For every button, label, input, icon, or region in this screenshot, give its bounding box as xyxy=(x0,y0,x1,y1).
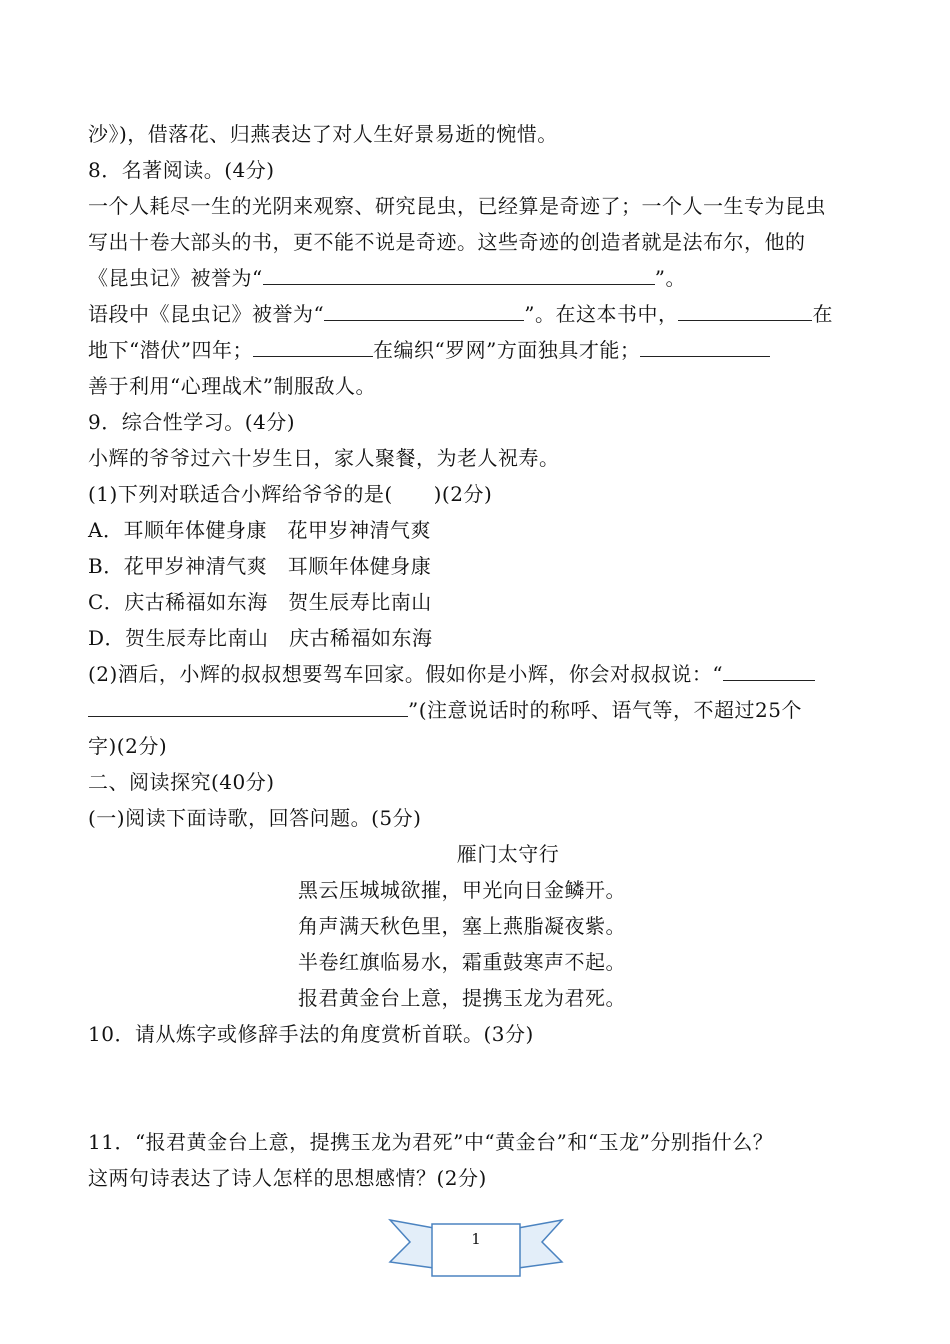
answer-blank[interactable] xyxy=(723,658,815,681)
answer-blank[interactable] xyxy=(324,298,524,321)
text-line: 善于利用“心理战术”制服敌人。 xyxy=(88,374,376,398)
text-line: 这两句诗表达了诗人怎样的思想感情？(2分) xyxy=(88,1166,487,1190)
text-fragment: 《昆虫记》被誉为“ xyxy=(88,266,263,290)
text-line xyxy=(88,692,868,728)
answer-blank[interactable] xyxy=(263,262,655,285)
text-fragment: 在编织“罗网”方面独具才能； xyxy=(372,338,641,362)
answer-blank[interactable] xyxy=(678,298,812,321)
text-fragment: 地下“潜伏”四年； xyxy=(88,338,253,362)
page-number: 1 xyxy=(471,1230,481,1248)
question-8-title: 8．名著阅读。(4分) xyxy=(88,158,275,182)
text-fragment: ”。 xyxy=(654,266,686,290)
text-line: 字)(2分) xyxy=(88,734,168,758)
text-line xyxy=(88,296,868,332)
document-page xyxy=(88,116,868,1196)
poem-line: 半卷红旗临易水，霜重鼓寒声不起。 xyxy=(298,950,626,974)
text-line: 小辉的爷爷过六十岁生日，家人聚餐，为老人祝寿。 xyxy=(88,446,560,470)
page-number-ribbon xyxy=(388,1202,564,1282)
question-10: 10．请从炼字或修辞手法的角度赏析首联。(3分) xyxy=(88,1022,534,1046)
option-c[interactable]: C．庆古稀福如东海 贺生辰寿比南山 xyxy=(88,590,432,614)
option-d[interactable]: D．贺生辰寿比南山 庆古稀福如东海 xyxy=(88,626,433,650)
text-line xyxy=(88,260,868,296)
text-line xyxy=(88,332,868,368)
answer-blank[interactable] xyxy=(640,334,770,357)
question-9-title: 9．综合性学习。(4分) xyxy=(88,410,296,434)
answer-space[interactable] xyxy=(88,1052,868,1124)
question-11: 11．“报君黄金台上意，提携玉龙为君死”中“黄金台”和“玉龙”分别指什么？ xyxy=(88,1130,774,1154)
option-a[interactable]: A．耳顺年体健身康 花甲岁神清气爽 xyxy=(88,518,431,542)
section-2-heading: 二、阅读探究(40分) xyxy=(88,770,275,794)
poem-line: 角声满天秋色里，塞上燕脂凝夜紫。 xyxy=(298,914,626,938)
text-line: 沙》)，借落花、归燕表达了对人生好景易逝的惋惜。 xyxy=(88,122,558,146)
answer-blank[interactable] xyxy=(253,334,373,357)
text-fragment: (2)酒后，小辉的叔叔想要驾车回家。假如你是小辉，你会对叔叔说：“ xyxy=(88,662,724,686)
poem-line: 报君黄金台上意，提携玉龙为君死。 xyxy=(298,986,626,1010)
text-fragment: 在 xyxy=(812,302,833,326)
question-9-1: (1)下列对联适合小辉给爷爷的是( )(2分) xyxy=(88,482,493,506)
answer-blank[interactable] xyxy=(88,694,408,717)
option-b[interactable]: B．花甲岁神清气爽 耳顺年体健身康 xyxy=(88,554,432,578)
text-fragment: ”。在这本书中， xyxy=(524,302,679,326)
text-fragment: 语段中《昆虫记》被誉为“ xyxy=(88,302,325,326)
text-line: 一个人耗尽一生的光阴来观察、研究昆虫，已经算是奇迹了；一个人一生专为昆虫 xyxy=(88,194,826,218)
poem-title: 雁门太守行 xyxy=(456,842,560,866)
part-1-heading: (一)阅读下面诗歌，回答问题。(5分) xyxy=(88,806,422,830)
text-line xyxy=(88,656,868,692)
poem-line: 黑云压城城欲摧，甲光向日金鳞开。 xyxy=(298,878,626,902)
text-line: 写出十卷大部头的书，更不能不说是奇迹。这些奇迹的创造者就是法布尔，他的 xyxy=(88,230,806,254)
text-fragment: ”(注意说话时的称呼、语气等，不超过25个 xyxy=(408,698,802,722)
